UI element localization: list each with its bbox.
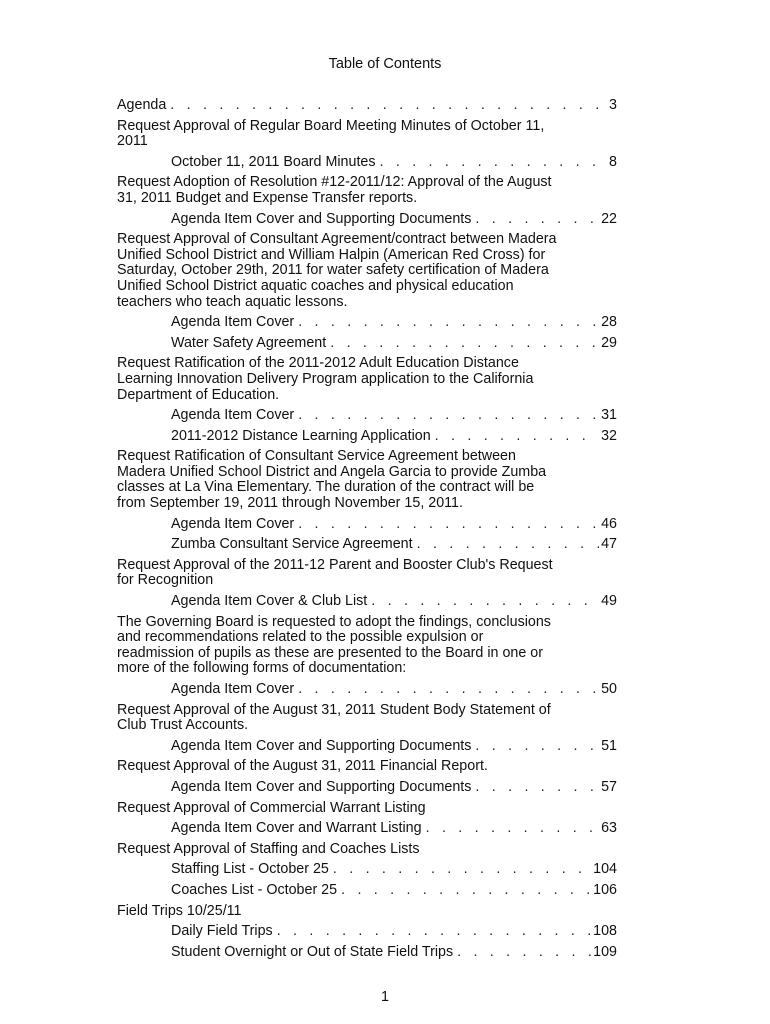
- toc-heading: Request Adoption of Resolution #12-2011/12: Approval of the August 31, 2011 Budget and Expense Transfer reports.: [117, 174, 552, 206]
- toc-entry-label: Agenda: [117, 97, 167, 113]
- dot-leader: [431, 429, 599, 445]
- dot-leader: [453, 945, 591, 961]
- toc-entry-label: Agenda Item Cover and Supporting Documents: [171, 737, 472, 754]
- toc-entry-label: Agenda Item Cover: [171, 515, 295, 532]
- dot-leader: [471, 739, 599, 755]
- toc-entry[interactable]: [117, 212, 617, 228]
- toc-entry[interactable]: [117, 862, 617, 878]
- toc-entry-label: Zumba Consultant Service Agreement: [171, 536, 413, 553]
- toc-entry[interactable]: [117, 315, 617, 331]
- dot-leader: [294, 517, 599, 533]
- toc-entry-page: 50: [601, 681, 617, 697]
- toc-entry-page: 29: [601, 334, 617, 351]
- toc-entry[interactable]: [117, 408, 617, 424]
- dot-leader: [367, 594, 599, 610]
- table-of-contents: [117, 98, 617, 960]
- toc-entry-page: 63: [601, 820, 617, 837]
- toc-entry-label: Agenda Item Cover and Warrant Listing: [171, 820, 422, 837]
- toc-entry-page: 8: [609, 153, 617, 170]
- toc-entry-label: Agenda Item Cover and Supporting Documents: [171, 778, 472, 795]
- toc-entry-page: 109: [593, 943, 617, 960]
- toc-entry-label: Water Safety Agreement: [171, 334, 327, 351]
- toc-entry-page: 47: [601, 536, 617, 553]
- dot-leader: [413, 537, 600, 553]
- dot-leader: [471, 780, 599, 796]
- toc-heading: Request Approval of Commercial Warrant Listing: [117, 799, 426, 816]
- dot-leader: [329, 862, 591, 878]
- toc-heading: Request Approval of the 2011-12 Parent and Booster Club's Request for Recognition: [117, 556, 553, 589]
- toc-entry[interactable]: [117, 537, 617, 553]
- toc-heading: Request Ratification of Consultant Service Agreement between Madera Unified School District and Angela Garcia to provide Zumba classes at La Vina Elementary. The duration of the contract will be from September 19, 2011 through November 15, 2011.: [117, 448, 547, 512]
- dot-leader: [294, 408, 599, 424]
- toc-entry[interactable]: [117, 924, 617, 940]
- toc-entry-page: 106: [593, 881, 617, 898]
- toc-entry-page: 46: [601, 515, 617, 532]
- toc-heading: Request Ratification of the 2011-2012 Adult Education Distance Learning Innovation Delivery Program application to the California Department of Education.: [117, 355, 534, 403]
- dot-leader: [326, 336, 599, 352]
- toc-entry-label: Staffing List - October 25: [171, 861, 329, 878]
- dot-leader: [376, 155, 608, 171]
- toc-heading: Request Approval of Consultant Agreement/contract between Madera Unified School District and William Halpin (American Red Cross) for Saturday, October 29th, 2011 for water safety certification of Madera Unified School District aquatic coaches and physical education teachers who teach aquatic lessons.: [117, 231, 557, 310]
- toc-entry-page: 49: [601, 593, 617, 610]
- toc-heading: Request Approval of the August 31, 2011 Financial Report.: [117, 758, 488, 775]
- toc-entry-label: Agenda Item Cover & Club List: [171, 593, 368, 610]
- toc-entry-label: Agenda Item Cover and Supporting Documents: [171, 210, 472, 227]
- dot-leader: [337, 883, 591, 899]
- toc-entry[interactable]: [117, 98, 617, 114]
- toc-entry[interactable]: [117, 821, 617, 837]
- toc-entry[interactable]: [117, 883, 617, 899]
- toc-entry-label: Coaches List - October 25: [171, 881, 338, 898]
- dot-leader: [422, 821, 600, 837]
- toc-entry-page: 3: [609, 97, 617, 113]
- dot-leader: [294, 315, 599, 331]
- toc-heading: The Governing Board is requested to adopt the findings, conclusions and recommendations related to the possible expulsion or readmission of pupils as these are presented to the Board in one or more of the following forms of documentation:: [117, 613, 551, 677]
- toc-entry[interactable]: [117, 780, 617, 796]
- toc-entry-page: 31: [601, 407, 617, 424]
- toc-entry-label: Agenda Item Cover: [171, 314, 295, 331]
- toc-entry-label: Agenda Item Cover: [171, 681, 295, 697]
- toc-entry-label: Agenda Item Cover: [171, 407, 295, 424]
- toc-entry-page: 28: [601, 314, 617, 331]
- toc-heading: Field Trips 10/25/11: [117, 902, 242, 919]
- toc-entry[interactable]: [117, 945, 617, 961]
- toc-entry-label: Student Overnight or Out of State Field Trips: [171, 943, 454, 960]
- toc-entry[interactable]: [117, 336, 617, 352]
- toc-entry[interactable]: [117, 594, 617, 610]
- page-number: 1: [380, 989, 390, 1005]
- toc-entry-page: 51: [601, 737, 617, 754]
- dot-leader: [294, 682, 599, 698]
- toc-entry-label: October 11, 2011 Board Minutes: [171, 153, 376, 170]
- toc-entry-page: 104: [593, 861, 617, 878]
- dot-leader: [471, 212, 599, 228]
- toc-heading: Request Approval of Regular Board Meeting Minutes of October 11, 2011: [117, 117, 545, 150]
- toc-heading: Request Approval of Staffing and Coaches Lists: [117, 840, 420, 857]
- toc-entry-page: 32: [601, 427, 617, 444]
- toc-entry-page: 22: [601, 210, 617, 227]
- dot-leader: [273, 924, 591, 940]
- toc-entry[interactable]: [117, 517, 617, 533]
- dot-leader: [166, 98, 607, 114]
- toc-entry-label: 2011-2012 Distance Learning Application: [171, 427, 431, 444]
- toc-entry[interactable]: [117, 155, 617, 171]
- toc-entry[interactable]: [117, 429, 617, 445]
- toc-entry[interactable]: [117, 739, 617, 755]
- toc-entry-page: 57: [601, 778, 617, 795]
- toc-entry-label: Daily Field Trips: [171, 923, 273, 940]
- page-title: Table of Contents: [328, 56, 442, 72]
- toc-heading: Request Approval of the August 31, 2011 Student Body Statement of Club Trust Accounts.: [117, 701, 551, 734]
- toc-entry[interactable]: [117, 682, 617, 698]
- toc-entry-page: 108: [593, 923, 617, 940]
